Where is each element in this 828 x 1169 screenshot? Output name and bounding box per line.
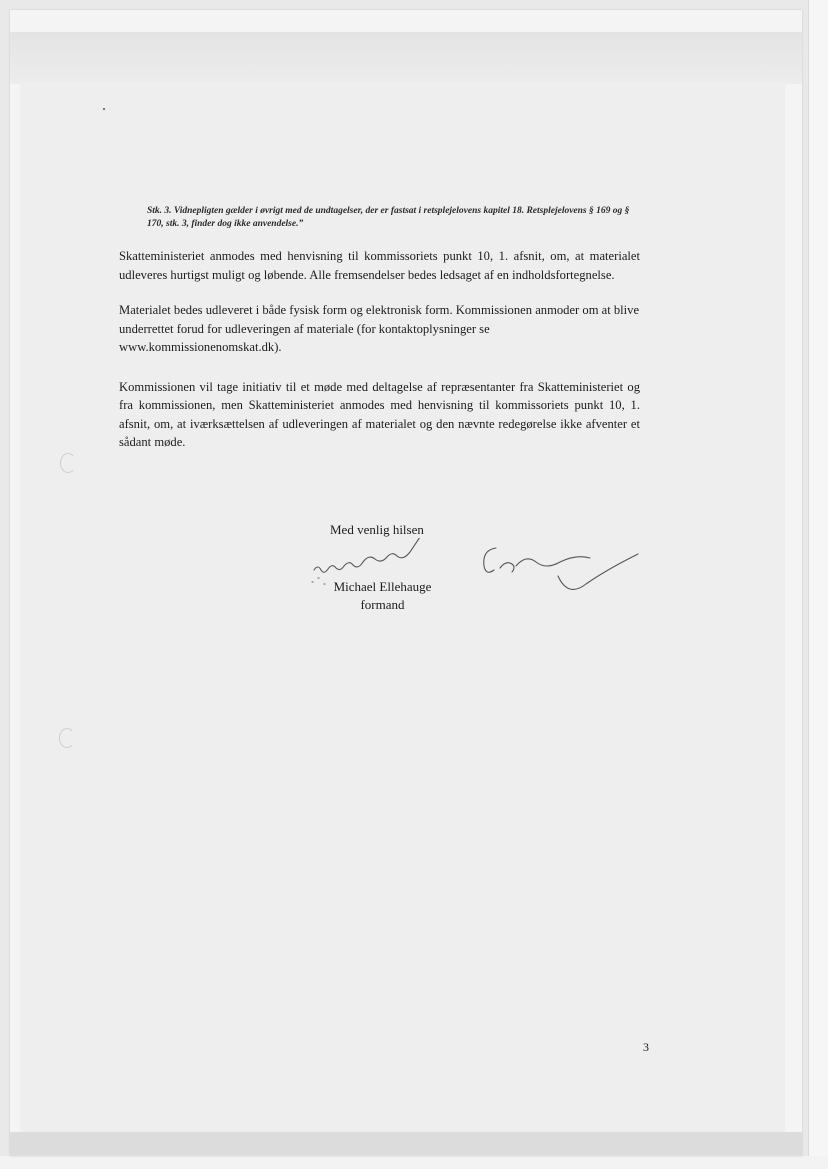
signer-block xyxy=(330,578,435,614)
signer-title: formand xyxy=(360,597,405,612)
scan-speck xyxy=(103,108,105,110)
viewer-bottom-edge xyxy=(0,1156,828,1169)
punch-hole-mark xyxy=(60,453,76,473)
scan-shading-top xyxy=(10,32,802,84)
quoted-footnote: Stk. 3. Vidnepligten gælder i øvrigt med de undtagelser, der er fastsat i retsplejelovens kapitel 18. Retsplejelovens § 169 og § 170, stk. 3, finder dog ikke anvendelse.” xyxy=(147,206,630,229)
page-number: 3 xyxy=(643,1040,649,1054)
paragraph-material-request: Skatteministeriet anmodes med henvisning til kommissoriets punkt 10, 1. afsnit, om, at materialet udleveres hurtigst muligt og løbende. Alle fremsendelser bedes ledsaget af en indholdsfortegnelse. xyxy=(119,249,640,282)
closing-greeting: Med venlig hilsen xyxy=(330,522,424,537)
viewer-right-edge xyxy=(808,0,828,1169)
letter-body xyxy=(110,205,640,452)
punch-hole-mark xyxy=(59,728,75,748)
scan-shading-bottom xyxy=(10,1132,802,1156)
paragraph-delivery-form: Materialet bedes udleveret i både fysisk form og elektronisk form. Kommissionen anmoder om at blive underrettet forud for udleveringen af materiale (for kontaktoplysninger se www.kommissionenomskat.dk). xyxy=(119,303,640,354)
signer-name: Michael Ellehauge xyxy=(333,579,432,594)
paragraph-meeting: Kommissionen vil tage initiativ til et møde med deltagelse af repræsentanter fra Skatteministeriet og fra kommissionen, men Skatteministeriet anmodes med henvisning til kommissoriets punkt 10, 1. afsnit, om, at iværksættelsen af udleveringen af materialet og den nævnte redegørelse ikke afventer et sådant møde. xyxy=(119,379,640,449)
